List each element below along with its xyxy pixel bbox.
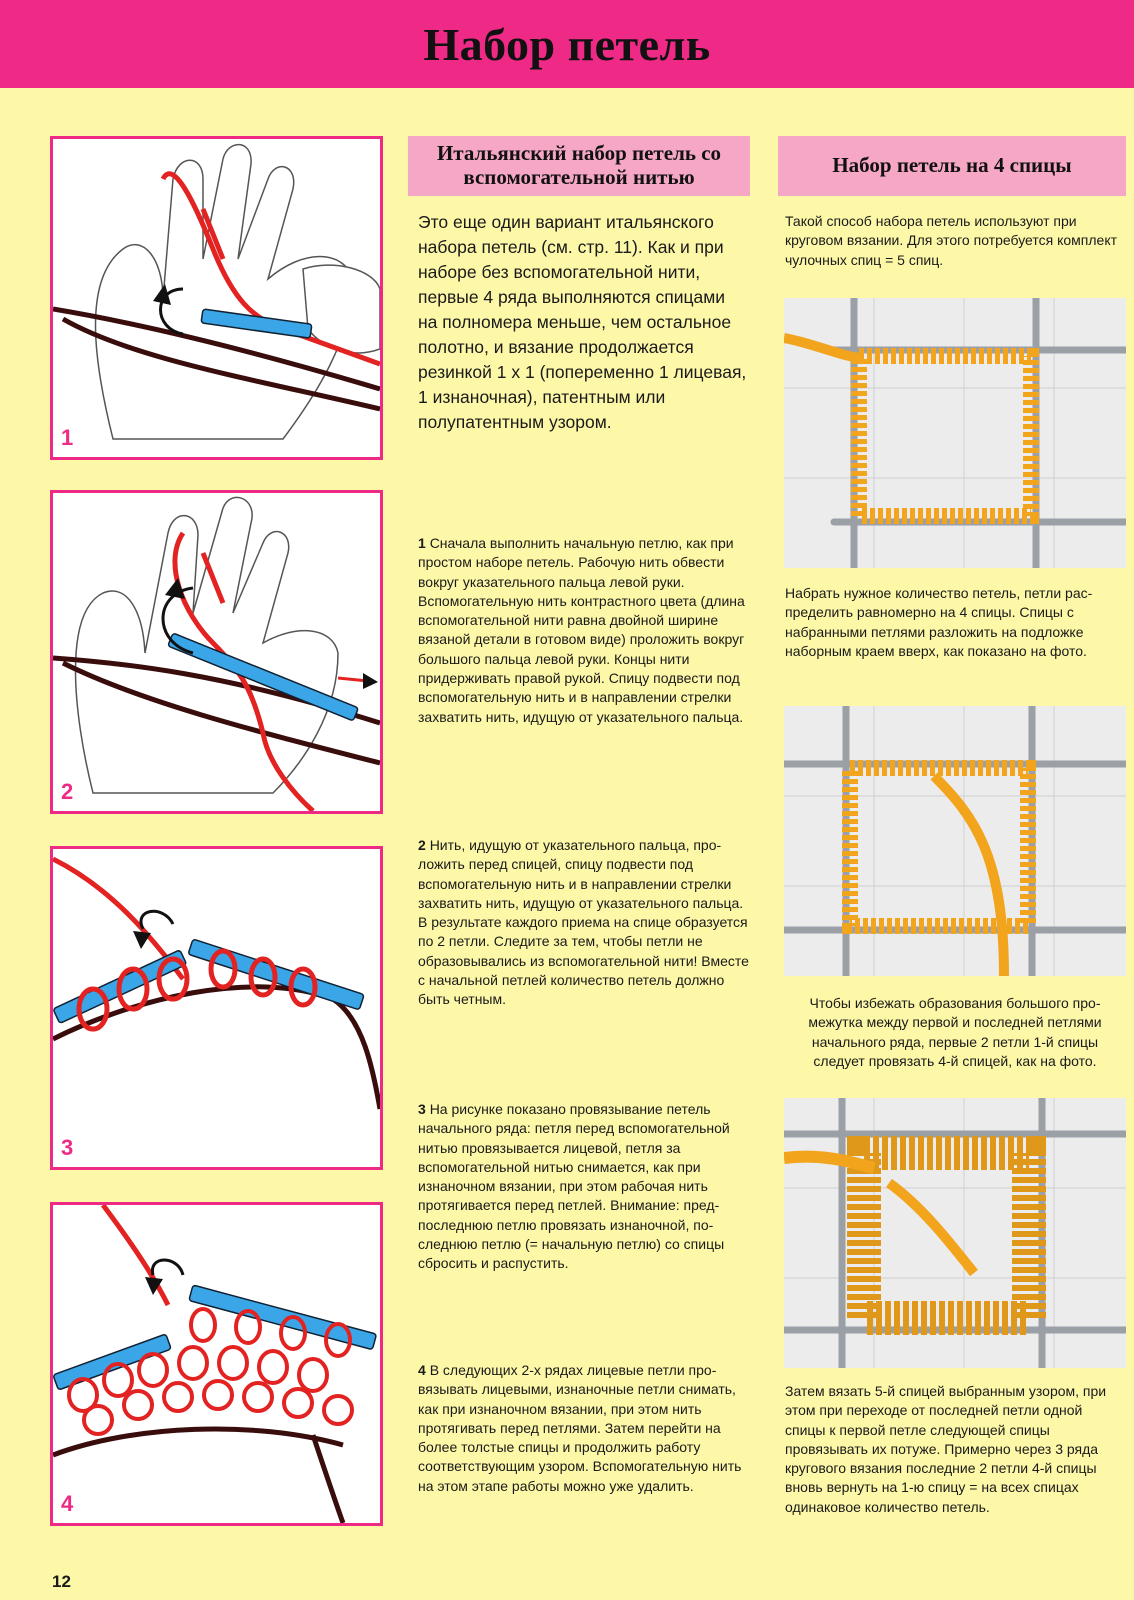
step-3 (418, 1100, 750, 1274)
step-number: 3 (418, 1101, 426, 1117)
section-heading-four-needles: Набор петель на 4 спицы (778, 136, 1126, 196)
step-2 (418, 836, 750, 1010)
step-number: 4 (418, 1362, 426, 1378)
hand-needle-illustration-2 (53, 493, 380, 811)
photo-fifth-needle (784, 1098, 1126, 1368)
title-bar (0, 0, 1134, 88)
needle-loops-illustration-3 (53, 849, 380, 1167)
italian-intro-text: Это еще один вариант итальянского набора петель (см. стр. 11). Как и при наборе без вспомогательной нити, первые 4 ряда выполняются спицами на полномера меньше, чем остальное полотно, и вязание продолжается резинкой 1 х 1 (попеременно 1 лицевая, 1 изнаночная), патентным или полупатентным узором. (418, 212, 747, 432)
figure-3 (50, 846, 383, 1170)
knitting-photo-2 (784, 706, 1126, 976)
step-number: 2 (418, 837, 426, 853)
step-text: Сначала выполнить начальную петлю, как при простом наборе петель. Рабочую нить обвести вокруг указательного пальца левой руки. Вспомогательную нить контрастного цвета (длина вспомогательной нити равна двойной ширине вязаной детали в готовом виде) проложить вокруг большого пальца левой руки. Концы нити придерживать правой рукой. Спицу подвести под вспомогательную нить и в направлении стрелки захватить нить, идущую от указательного пальца. (418, 535, 745, 725)
page-title: Набор петель (423, 18, 711, 70)
figure-4 (50, 1202, 383, 1526)
figure-number: 2 (61, 779, 74, 804)
step-text: В следующих 2-х рядах лицевые петли провязывать лицевыми, изнаночные петли снимать, как при изнаночном вязании, при этом нить протягивать перед петлями. Затем перейти на более толстые спицы и продолжить работу соответствующим узором. Вспомогательную нить на этом этапе работы можно уже удалить. (418, 1362, 742, 1494)
caption-1: Набрать нужное количество петель, петли распределить равномерно на 4 спицы. Спицы с набранными петлями разложить на подложке наборным краем вверх, как показано на фото. (785, 585, 1093, 659)
step-4 (418, 1361, 750, 1496)
step-text: Нить, идущую от указательного пальца, проложить перед спицей, спицу подвести под вспомогательную нить и в направлении стрелки захватить нить, идущую от указательного пальца. В результате каждого приема на спице образуется по 2 петли. Следите за тем, чтобы петли не образовывались из вспомогательной нити! Вместе с начальной петлей количество петель должно быть четным. (418, 837, 749, 1008)
caption-3: Затем вязать 5-й спицей выбранным узором, при этом при переходе от последней петли одной спицы к первой петле следующей спицы провязывать их потуже. Примерно через 3 ряда кругового вязания последние 2 петли 4-й спицы вновь вернуть на 1-ю спицу = на всех спицах одинаковое количество петель. (785, 1383, 1107, 1515)
figure-number: 1 (61, 425, 74, 450)
step-number: 1 (418, 535, 426, 551)
figure-number: 4 (61, 1491, 74, 1516)
photo-square-cast-on (784, 298, 1126, 568)
section-heading-italian: Итальянский набор петель со вспомогательной нитью (408, 136, 750, 196)
four-needles-intro: Такой способ набора петель используют при круговом вязании. Для этого потребуется комплект чулочных спиц = 5 спиц. (785, 213, 1118, 268)
caption-2: Чтобы избежать образования большого промежутка между первой и последней петлями начального ряда, первые 2 петли 1-й спицы следует провязать 4-й спицей, как на фото. (808, 995, 1102, 1069)
photo-joining-round (784, 706, 1126, 976)
figure-number: 3 (61, 1135, 74, 1160)
step-1 (418, 534, 750, 727)
figure-1 (50, 136, 383, 460)
figure-2 (50, 490, 383, 814)
knitting-photo-1 (784, 298, 1126, 568)
knitting-photo-3 (784, 1098, 1126, 1368)
page-number: 12 (52, 1572, 71, 1591)
step-text: На рисунке показано провязывание петель начального ряда: петля перед вспомогательной нитью провязывается лицевой, петля за вспомогательной нитью снимается, как при изнаночном вязании, при этом рабочая нить протягивается перед петлей. Внимание: предпоследнюю петлю провязать изнаночной, последнюю петлю (= начальную петлю) со спицы сбросить и распустить. (418, 1101, 730, 1272)
rows-illustration-4 (53, 1205, 380, 1523)
hand-needle-illustration-1 (53, 139, 380, 457)
